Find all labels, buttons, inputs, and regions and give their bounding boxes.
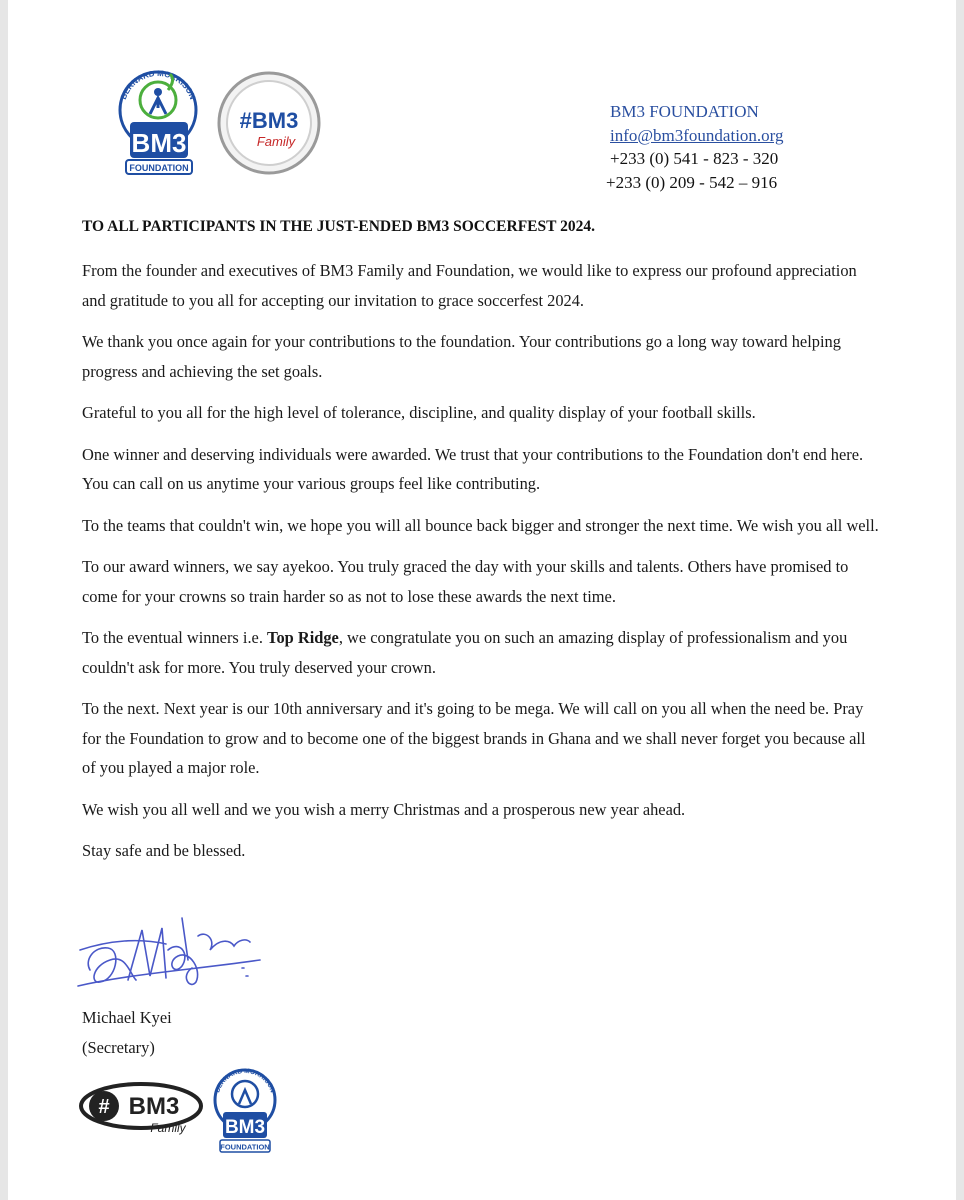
phone-1: +233 (0) 541 - 823 - 320 <box>610 149 779 168</box>
winner-team-name: Top Ridge <box>267 628 339 647</box>
paragraph-7 <box>82 623 882 682</box>
paragraph-4: One winner and deserving individuals were awarded. We trust that your contributions to the Foundation don't end here. You can call on us anytime your various groups feel like contributing. <box>82 444 864 493</box>
contact-block <box>606 100 784 194</box>
paragraph-5: To the teams that couldn't win, we hope you will all bounce back bigger and stronger the next time. We wish you all well. <box>82 515 879 535</box>
letter-heading: TO ALL PARTICIPANTS IN THE JUST-ENDED BM3 SOCCERFEST 2024. <box>82 218 595 235</box>
foundation-bottom-text: FOUNDATION <box>129 163 189 173</box>
bm3-foundation-logo <box>110 62 206 182</box>
paragraph-2: We thank you once again for your contributions to the foundation. Your contributions go a long way toward helping progress and achieving the set goals. <box>82 332 841 381</box>
bm3-foundation-logo-footer <box>208 1064 282 1158</box>
signatory-name: Michael Kyei <box>82 1008 172 1027</box>
family-script-text: Family <box>256 134 296 149</box>
p7-after: , we congratulate you on such an amazing display of professionalism and you couldn't ask for more. You truly deserved your crown. <box>82 628 848 677</box>
paragraph-3: Grateful to you all for the high level of tolerance, discipline, and quality display of your football skills. <box>82 403 756 422</box>
paragraph-6: To our award winners, we say ayekoo. You truly graced the day with your skills and talents. Others have promised to come for your crowns so train harder so as not to lose these awards the next time. <box>82 557 849 606</box>
family-mark-text: #BM3 <box>239 108 299 133</box>
footer-foundation-mark: BM3 <box>224 1117 266 1138</box>
paragraph-9: We wish you all well and we you wish a merry Christmas and a prosperous new year ahead. <box>82 799 686 819</box>
foundation-arc-text: BERNARD MORRISON <box>118 68 198 101</box>
p7-before: To the eventual winners i.e. <box>82 628 268 647</box>
foundation-mark-text: BM3 <box>131 128 187 158</box>
letter-page <box>8 0 956 1200</box>
signature-block <box>82 1003 172 1063</box>
bm3-family-logo-footer <box>76 1076 206 1140</box>
letter-body <box>82 256 882 878</box>
paragraph-8: To the next. Next year is our 10th anniversary and it's going to be mega. We will call on you all when the need be. Pray for the Foundation to grow and to become one of the biggest brands in Ghana and we shall never forget you because all of you played a major role. <box>82 699 866 777</box>
paragraph-10: Stay safe and be blessed. <box>82 841 246 860</box>
email-link[interactable]: info@bm3foundation.org <box>610 125 784 145</box>
footer-family-mark: BM3 <box>128 1093 180 1120</box>
footer-family-script: Family <box>150 1121 186 1135</box>
org-name: BM3 FOUNDATION <box>610 102 759 121</box>
bm3-family-logo <box>216 70 322 176</box>
handwritten-signature <box>70 910 270 1000</box>
phone-2: +233 (0) 209 - 542 – 916 <box>606 172 778 192</box>
footer-arc-text: BERNARD MORRISON <box>214 1067 276 1094</box>
signatory-title: (Secretary) <box>82 1038 155 1057</box>
paragraph-1: From the founder and executives of BM3 Family and Foundation, we would like to express our profound appreciation and gratitude to you all for accepting our invitation to grace soccerfest 2024. <box>82 261 857 310</box>
footer-foundation-bottom: FOUNDATION <box>220 1142 270 1152</box>
svg-text:#: # <box>98 1096 110 1118</box>
